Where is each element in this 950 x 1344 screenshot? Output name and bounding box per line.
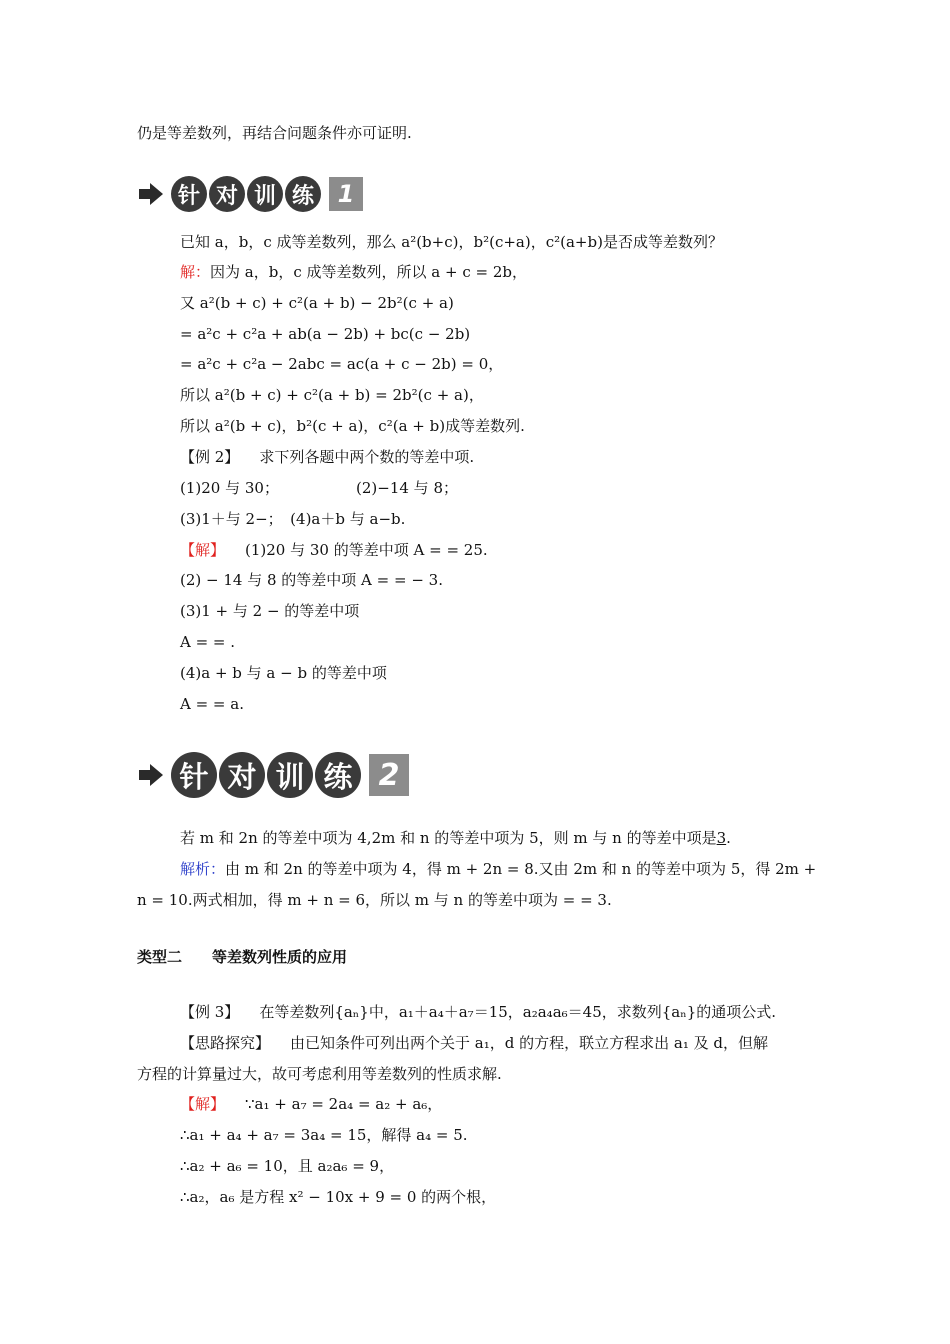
example3-solution: 【解】 ∵a₁ + a₇ = 2a₄ = a₂ + a₆， — [180, 1095, 443, 1113]
example-label: 【例 2】 — [180, 448, 240, 466]
banner-char: 训 — [247, 176, 283, 212]
example3-idea: 【思路探究】 由已知条件可列出两个关于 a₁，d 的方程，联立方程求出 a₁ 及 d，但解 — [180, 1034, 768, 1052]
solution-line: ∴a₂，a₆ 是方程 x² − 10x + 9 = 0 的两个根， — [180, 1188, 497, 1206]
banner-char: 针 — [171, 176, 207, 212]
solution-line: (3)1 + 与 2 − 的等差中项 — [180, 602, 360, 620]
banner-char: 练 — [315, 752, 361, 798]
solution-label: 解： — [180, 263, 211, 281]
solution-line: A = = a. — [180, 695, 244, 713]
banner-char: 对 — [209, 176, 245, 212]
solution-line: 所以 a²(b + c) + c²(a + b) = 2b²(c + a)， — [180, 386, 484, 404]
banner-char: 对 — [219, 752, 265, 798]
analysis-line: n = 10.两式相加，得 m + n = 6，所以 m 与 n 的等差中项为 = = 3. — [137, 891, 612, 909]
banner-number: 2 — [369, 754, 409, 796]
banner-char: 针 — [171, 752, 217, 798]
solution-line: (2) − 14 与 8 的等差中项 A = = − 3. — [180, 571, 443, 589]
arrow-icon — [137, 180, 165, 208]
solution-line: = a²c + c²a + ab(a − 2b) + bc(c − 2b) — [180, 325, 471, 343]
intro-text: 仍是等差数列，再结合问题条件亦可证明. — [137, 124, 412, 142]
training-banner-2 — [137, 752, 409, 798]
training1-problem: 已知 a，b，c 成等差数列，那么 a²(b+c)，b²(c+a)，c²(a+b)是否成等差数列？ — [180, 233, 723, 251]
idea-label: 【思路探究】 — [180, 1034, 271, 1052]
example-label: 【例 3】 — [180, 1003, 240, 1021]
training2-analysis: 解析：由 m 和 2n 的等差中项为 4，得 m + 2n = 8.又由 2m 和 n 的等差中项为 5，得 2m + — [180, 860, 817, 878]
example2-solution: 【解】 (1)20 与 30 的等差中项 A = = 25. — [180, 541, 488, 559]
answer: 3 — [716, 829, 727, 847]
solution-label: 【解】 — [180, 1095, 226, 1113]
arrow-icon — [137, 761, 165, 789]
section-heading — [137, 946, 377, 967]
section-title: 等差数列性质的应用 — [212, 948, 348, 966]
training2-problem: 若 m 和 2n 的等差中项为 4,2m 和 n 的等差中项为 5，则 m 与 n 的等差中项是3. — [180, 829, 731, 847]
banner-char: 训 — [267, 752, 313, 798]
banner-number: 1 — [329, 177, 363, 211]
section-type-label: 类型二 — [137, 948, 183, 966]
example2-header: 【例 2】 求下列各题中两个数的等差中项. — [180, 448, 475, 466]
idea-line: 方程的计算量过大，故可考虑利用等差数列的性质求解. — [137, 1065, 502, 1083]
example2-q2: (2)−14 与 8； — [356, 479, 458, 497]
solution-line: 又 a²(b + c) + c²(a + b) − 2b²(c + a) — [180, 294, 454, 312]
training-banner-1 — [137, 176, 363, 212]
solution-line: (4)a + b 与 a − b 的等差中项 — [180, 664, 387, 682]
solution-line: ∴a₂ + a₆ = 10，且 a₂a₆ = 9， — [180, 1157, 395, 1175]
example2-q1: (1)20 与 30； — [180, 479, 279, 497]
solution-line: ∴a₁ + a₄ + a₇ = 3a₄ = 15，解得 a₄ = 5. — [180, 1126, 468, 1144]
banner-char: 练 — [285, 176, 321, 212]
example2-q34: (3)1＋与 2−； (4)a＋b 与 a−b. — [180, 510, 406, 528]
example3-header: 【例 3】 在等差数列{aₙ}中，a₁＋a₄＋a₇＝15，a₂a₄a₆＝45，求数列{aₙ}的通项公式. — [180, 1003, 777, 1021]
solution-label: 【解】 — [180, 541, 226, 559]
training1-solution: 解：因为 a，b，c 成等差数列，所以 a + c = 2b， — [180, 263, 527, 281]
solution-line: = a²c + c²a − 2abc = ac(a + c − 2b) = 0， — [180, 355, 504, 373]
solution-line: 所以 a²(b + c)，b²(c + a)，c²(a + b)成等差数列. — [180, 417, 525, 435]
analysis-label: 解析： — [180, 860, 226, 878]
solution-line: A = = . — [180, 633, 236, 651]
